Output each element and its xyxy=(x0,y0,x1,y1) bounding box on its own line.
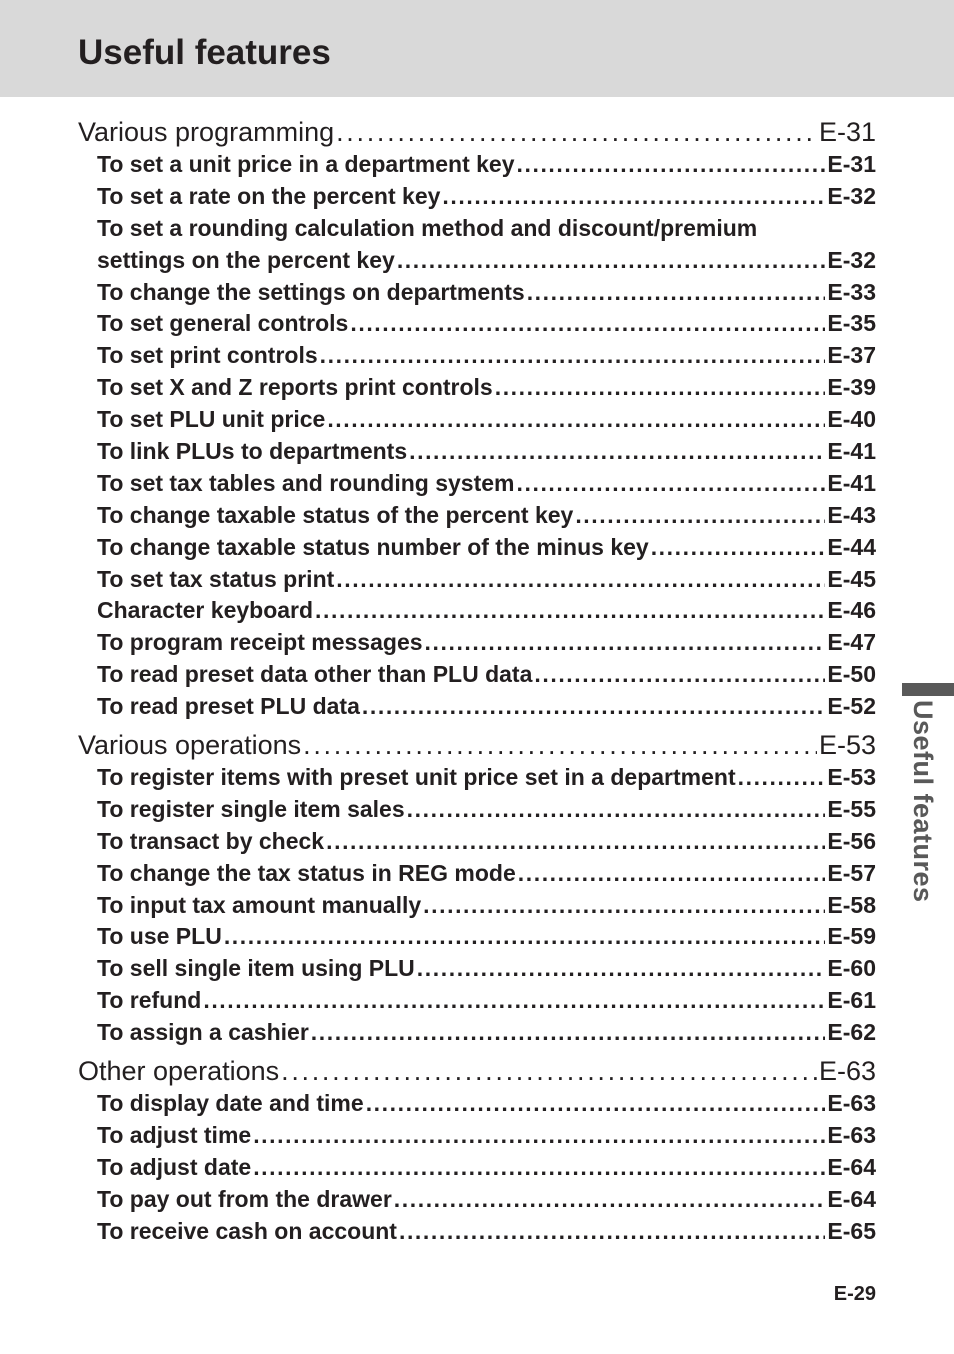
dot-leader xyxy=(423,890,825,922)
toc-entry[interactable] xyxy=(78,181,876,213)
toc-entry[interactable] xyxy=(78,340,876,372)
dot-leader xyxy=(327,404,825,436)
toc-entry-page: E-55 xyxy=(827,795,876,822)
toc-entry[interactable] xyxy=(78,436,876,468)
toc-entry-page: E-31 xyxy=(827,151,876,177)
dot-leader xyxy=(336,115,817,149)
toc-entry-page: E-65 xyxy=(827,1217,876,1244)
dot-leader xyxy=(224,921,826,953)
toc-entry-title: To set PLU unit price xyxy=(97,406,326,433)
toc-entry-title: To change taxable status of the percent key xyxy=(97,501,574,528)
dot-leader xyxy=(336,564,825,596)
toc-entry-page: E-64 xyxy=(827,1153,876,1180)
toc-entry[interactable] xyxy=(78,890,876,922)
dot-leader xyxy=(517,468,826,500)
toc-entry-page: E-58 xyxy=(827,891,876,918)
toc-entry-title: To transact by check xyxy=(97,827,325,854)
toc-entry[interactable] xyxy=(78,245,876,277)
dot-leader xyxy=(253,1152,825,1184)
dot-leader xyxy=(518,858,826,890)
toc-entry-title: To program receipt messages xyxy=(97,629,423,656)
toc-entry-page: E-32 xyxy=(827,182,876,209)
toc-entry-page: E-46 xyxy=(827,597,876,624)
toc-entry-title: To input tax amount manually xyxy=(97,891,422,918)
toc-entry-page: E-35 xyxy=(827,310,876,337)
toc-entry[interactable] xyxy=(78,564,876,596)
toc-entry[interactable] xyxy=(78,1152,876,1184)
dot-leader xyxy=(399,1216,825,1248)
toc-entry-page: E-50 xyxy=(827,661,876,688)
toc-entry-page: E-41 xyxy=(827,438,876,465)
toc-entry-page: E-60 xyxy=(827,955,876,982)
toc-entry-title: To pay out from the drawer xyxy=(97,1185,392,1212)
dot-leader xyxy=(281,1054,817,1088)
toc-entry[interactable] xyxy=(78,372,876,404)
toc-entry[interactable] xyxy=(78,1120,876,1152)
toc-entry-page: E-43 xyxy=(827,501,876,528)
toc-entry-page: E-44 xyxy=(827,533,876,560)
toc-entry-title: Various programming xyxy=(78,117,335,147)
toc-entry-page: E-41 xyxy=(827,469,876,496)
toc-entry-page: E-61 xyxy=(827,987,876,1014)
toc-entry-title: To set general controls xyxy=(97,310,349,337)
toc-entry-title: To sell single item using PLU xyxy=(97,955,415,982)
dot-leader xyxy=(320,340,826,372)
toc-entry[interactable] xyxy=(78,985,876,1017)
dot-leader xyxy=(394,1184,826,1216)
toc-entry[interactable] xyxy=(78,858,876,890)
toc-entry-title: To display date and time xyxy=(97,1090,364,1117)
dot-leader xyxy=(350,308,825,340)
toc-entry-title: To set a unit price in a department key xyxy=(97,151,515,177)
toc-entry[interactable] xyxy=(78,921,876,953)
toc-entry-title: To change taxable status number of the minus key xyxy=(97,533,649,560)
toc-section-heading[interactable] xyxy=(78,728,876,762)
toc-entry-title: settings on the percent key xyxy=(97,246,395,273)
toc-entry-title: To read preset data other than PLU data xyxy=(97,661,533,688)
dot-leader xyxy=(203,985,825,1017)
dot-leader xyxy=(417,953,826,985)
dot-leader xyxy=(738,762,826,794)
toc-entry-title: To assign a cashier xyxy=(97,1019,309,1046)
dot-leader xyxy=(425,627,826,659)
toc-entry-page: E-63 xyxy=(827,1090,876,1117)
page-title: Useful features xyxy=(78,33,331,72)
toc-entry-title: To set print controls xyxy=(97,342,318,369)
dot-leader xyxy=(326,826,825,858)
toc-entry-title: To refund xyxy=(97,987,202,1014)
dot-leader xyxy=(517,149,826,181)
table-of-contents xyxy=(78,115,876,1248)
page-header xyxy=(0,0,954,97)
toc-entry-title: To set X and Z reports print controls xyxy=(97,374,493,401)
toc-entry-title: To read preset PLU data xyxy=(97,693,360,720)
toc-entry-page: E-56 xyxy=(827,827,876,854)
toc-entry-page: E-31 xyxy=(818,117,876,147)
toc-entry[interactable] xyxy=(78,532,876,564)
sidebar-tab-marker xyxy=(902,683,954,696)
toc-entry-page: E-59 xyxy=(827,923,876,950)
toc-entry-title: To link PLUs to departments xyxy=(97,438,408,465)
toc-entry-title: To change the tax status in REG mode xyxy=(97,859,516,886)
dot-leader xyxy=(575,500,825,532)
toc-entry-title: To register items with preset unit price set in a department xyxy=(97,764,736,791)
toc-entry-page: E-53 xyxy=(827,764,876,791)
toc-entry-title: To change the settings on departments xyxy=(97,278,525,305)
sidebar-tab-label: Useful features xyxy=(908,700,938,903)
dot-leader xyxy=(315,595,825,627)
toc-entry[interactable] xyxy=(78,627,876,659)
toc-entry[interactable] xyxy=(78,1216,876,1248)
toc-entry[interactable] xyxy=(78,1184,876,1216)
toc-entry-page: E-62 xyxy=(827,1019,876,1046)
toc-entry-title: Various operations xyxy=(78,730,302,761)
toc-entry[interactable] xyxy=(78,308,876,340)
toc-section-heading[interactable] xyxy=(78,115,876,149)
toc-entry[interactable] xyxy=(78,277,876,309)
toc-section-heading[interactable] xyxy=(78,1054,876,1088)
dot-leader xyxy=(366,1088,826,1120)
toc-entry-title: To adjust date xyxy=(97,1153,252,1180)
toc-entry-page: E-37 xyxy=(827,342,876,369)
toc-entry[interactable] xyxy=(78,1017,876,1049)
toc-entry[interactable] xyxy=(78,659,876,691)
toc-entry-page: E-33 xyxy=(827,278,876,305)
dot-leader xyxy=(495,372,826,404)
toc-entry[interactable] xyxy=(78,826,876,858)
toc-entry-title: To use PLU xyxy=(97,923,222,950)
toc-entry-title: Other operations xyxy=(78,1056,280,1087)
toc-entry-page: E-57 xyxy=(827,859,876,886)
dot-leader xyxy=(253,1120,825,1152)
dot-leader xyxy=(527,277,826,309)
dot-leader xyxy=(311,1017,826,1049)
page-number: E-29 xyxy=(833,1283,876,1305)
toc-entry-title: Character keyboard xyxy=(97,597,314,624)
toc-entry-page: E-64 xyxy=(827,1185,876,1212)
dot-leader xyxy=(303,728,817,762)
toc-entry-title: To receive cash on account xyxy=(97,1217,397,1244)
dot-leader xyxy=(651,532,826,564)
toc-entry[interactable] xyxy=(78,691,876,723)
dot-leader xyxy=(534,659,825,691)
toc-entry-title: To register single item sales xyxy=(97,795,405,822)
toc-entry[interactable] xyxy=(78,149,876,181)
dot-leader xyxy=(407,794,826,826)
toc-entry[interactable] xyxy=(78,794,876,826)
toc-entry[interactable] xyxy=(78,595,876,627)
toc-entry-title: To set tax status print xyxy=(97,565,335,592)
toc-entry-page: E-47 xyxy=(827,629,876,656)
toc-entry-page: E-45 xyxy=(827,565,876,592)
toc-entry-page: E-53 xyxy=(818,730,876,761)
toc-entry[interactable] xyxy=(78,468,876,500)
dot-leader xyxy=(442,181,825,213)
toc-entry-title: To adjust time xyxy=(97,1121,252,1148)
toc-entry[interactable] xyxy=(78,762,876,794)
toc-entry[interactable] xyxy=(78,404,876,436)
toc-entry-page: E-52 xyxy=(827,693,876,720)
toc-entry[interactable] xyxy=(78,953,876,985)
toc-entry-page: E-32 xyxy=(827,246,876,273)
toc-entry-title-line[interactable]: To set a rounding calculation method and discount/premium xyxy=(97,214,758,241)
toc-entry-title: To set tax tables and rounding system xyxy=(97,469,515,496)
toc-entry-page: E-63 xyxy=(818,1056,876,1087)
dot-leader xyxy=(397,245,826,277)
toc-entry-page: E-39 xyxy=(827,374,876,401)
dot-leader xyxy=(362,691,826,723)
toc-entry-title: To set a rate on the percent key xyxy=(97,182,441,209)
dot-leader xyxy=(409,436,825,468)
toc-entry-page: E-63 xyxy=(827,1121,876,1148)
toc-entry[interactable] xyxy=(78,1088,876,1120)
toc-entry-page: E-40 xyxy=(827,406,876,433)
toc-entry[interactable] xyxy=(78,500,876,532)
